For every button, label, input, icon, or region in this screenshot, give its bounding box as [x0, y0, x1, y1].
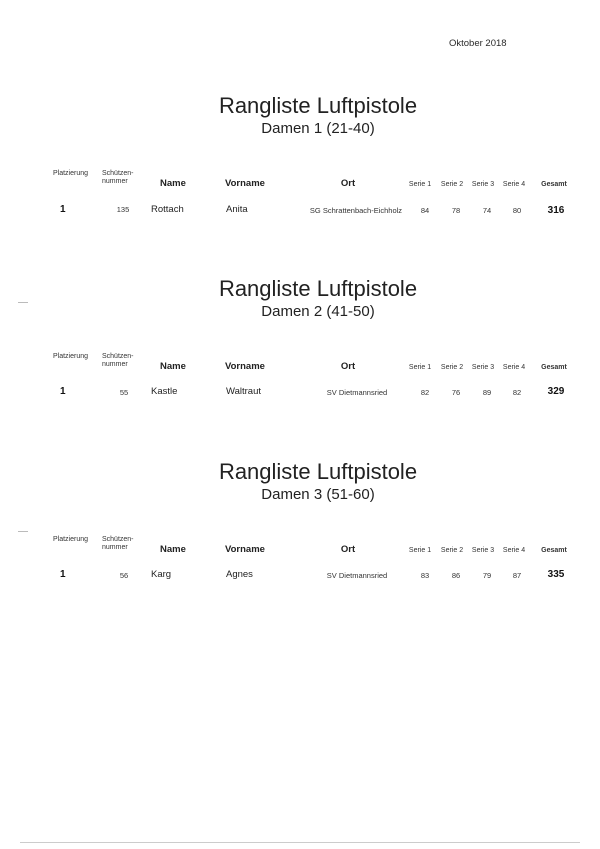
header-club: Ort — [340, 361, 356, 372]
cell-first-name: Anita — [226, 204, 248, 215]
header-serie-1: Serie 1 — [408, 181, 432, 188]
cell-place: 1 — [60, 569, 66, 580]
cell-club: SV Dietmannsried — [326, 571, 388, 580]
date-label: Oktober 2018 — [449, 38, 507, 49]
cell-club: SV Dietmannsried — [326, 388, 388, 397]
section-subtitle: Damen 2 (41-50) — [261, 303, 375, 320]
cell-total: 316 — [547, 205, 565, 216]
header-serie-2: Serie 2 — [440, 181, 464, 188]
header-place: Platzierung — [53, 170, 89, 177]
header-club: Ort — [340, 544, 356, 555]
section-subtitle: Damen 3 (51-60) — [261, 486, 375, 503]
cell-club: SG Schrattenbach-Eichholz — [309, 206, 403, 215]
header-place: Platzierung — [53, 353, 89, 360]
cell-serie-1: 82 — [420, 388, 430, 397]
cell-serie-1: 83 — [420, 571, 430, 580]
header-serie-1: Serie 1 — [408, 364, 432, 371]
punch-mark — [18, 531, 28, 532]
header-total: Gesamt — [541, 547, 567, 554]
header-name: Name — [160, 544, 186, 555]
cell-name: Kastle — [151, 386, 178, 397]
scan-edge-line — [20, 842, 580, 843]
cell-serie-4: 80 — [512, 206, 522, 215]
header-serie-4: Serie 4 — [502, 181, 526, 188]
cell-total: 335 — [547, 569, 565, 580]
cell-place: 1 — [60, 386, 66, 397]
header-first-name: Vorname — [225, 544, 265, 555]
cell-number: 56 — [119, 571, 129, 580]
header-serie-3: Serie 3 — [471, 181, 495, 188]
section-title: Rangliste Luftpistole — [218, 459, 418, 484]
header-serie-2: Serie 2 — [440, 547, 464, 554]
cell-first-name: Waltraut — [226, 386, 262, 397]
cell-number: 55 — [119, 388, 129, 397]
header-serie-3: Serie 3 — [471, 547, 495, 554]
cell-number: 135 — [116, 205, 130, 214]
cell-serie-4: 82 — [512, 388, 522, 397]
header-number: Schützen- nummer — [102, 170, 134, 186]
header-name: Name — [160, 361, 186, 372]
cell-name: Karg — [151, 569, 172, 580]
header-first-name: Vorname — [225, 178, 265, 189]
section-title: Rangliste Luftpistole — [218, 276, 418, 301]
cell-place: 1 — [60, 204, 66, 215]
cell-serie-2: 86 — [451, 571, 461, 580]
cell-first-name: Agnes — [226, 569, 253, 580]
cell-name: Rottach — [151, 204, 184, 215]
cell-serie-2: 78 — [451, 206, 461, 215]
header-name: Name — [160, 178, 186, 189]
section-subtitle: Damen 1 (21-40) — [261, 120, 375, 137]
cell-serie-4: 87 — [512, 571, 522, 580]
header-serie-1: Serie 1 — [408, 547, 432, 554]
header-serie-3: Serie 3 — [471, 364, 495, 371]
cell-serie-3: 79 — [482, 571, 492, 580]
cell-total: 329 — [547, 386, 565, 397]
cell-serie-1: 84 — [420, 206, 430, 215]
cell-serie-2: 76 — [451, 388, 461, 397]
cell-serie-3: 89 — [482, 388, 492, 397]
header-serie-4: Serie 4 — [502, 364, 526, 371]
header-club: Ort — [340, 178, 356, 189]
header-total: Gesamt — [541, 364, 567, 371]
header-number: Schützen- nummer — [102, 353, 134, 369]
header-total: Gesamt — [541, 181, 567, 188]
cell-serie-3: 74 — [482, 206, 492, 215]
header-first-name: Vorname — [225, 361, 265, 372]
header-number: Schützen- nummer — [102, 536, 134, 552]
header-serie-2: Serie 2 — [440, 364, 464, 371]
header-serie-4: Serie 4 — [502, 547, 526, 554]
section-title: Rangliste Luftpistole — [218, 93, 418, 118]
header-place: Platzierung — [53, 536, 89, 543]
